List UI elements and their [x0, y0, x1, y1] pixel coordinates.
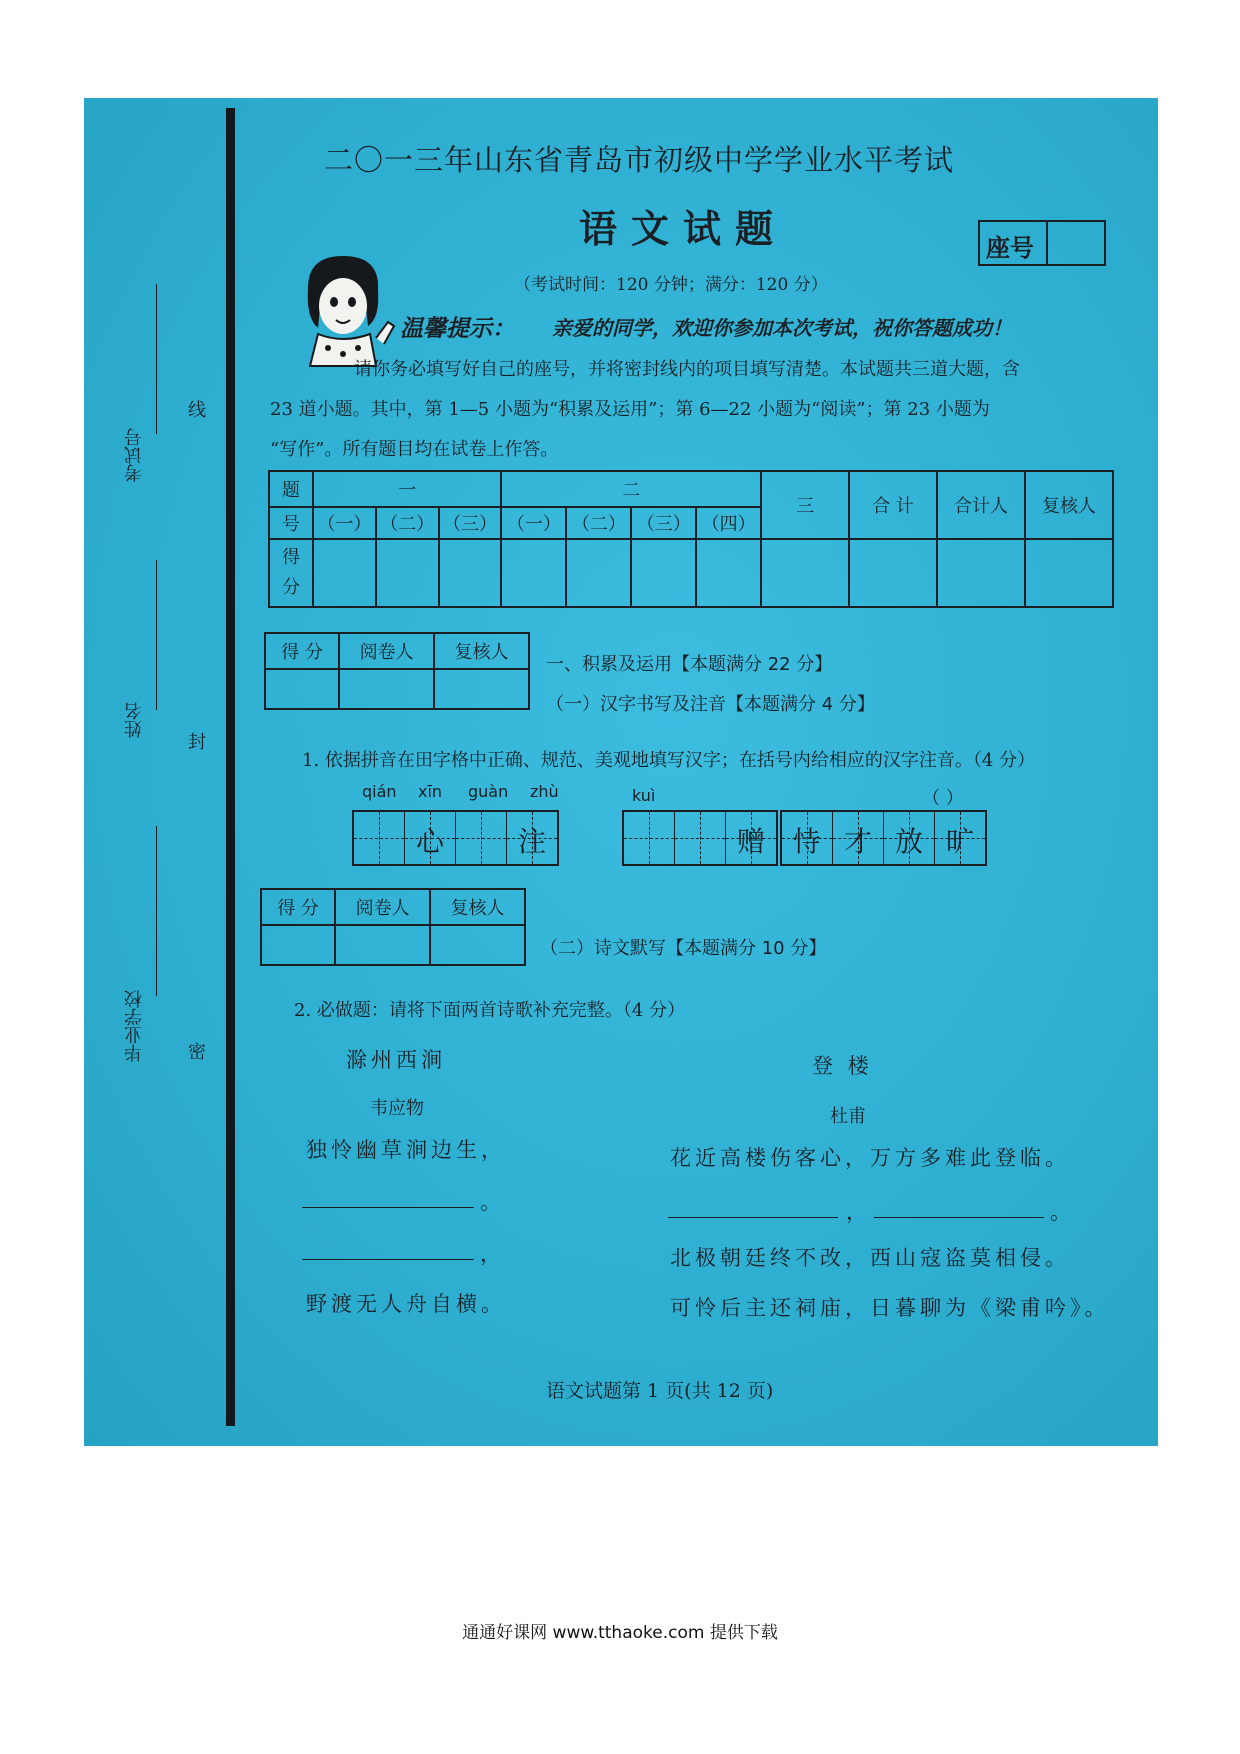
score-cell[interactable] — [566, 539, 631, 607]
score-cell[interactable] — [439, 539, 502, 607]
tian-char: 旷 — [945, 825, 974, 858]
pinyin-answer-paren: （ ） — [922, 788, 964, 809]
part-2-title: （二）诗文默写【本题满分 10 分】 — [540, 938, 827, 959]
pinyin-guan: guàn — [468, 782, 509, 801]
seal-mark-mi: 密 — [188, 1042, 206, 1063]
grader-cell[interactable] — [434, 669, 529, 709]
seal-mark-feng: 封 — [188, 732, 206, 753]
poem-2-title: 登 楼 — [812, 1054, 873, 1078]
score-char-fen: 分 — [281, 577, 300, 598]
question-1: 1. 依据拼音在田字格中正确、规范、美观地填写汉字；在括号内给相应的汉字注音。（4 分） — [302, 750, 1036, 771]
exam-number-label: 考试号 — [124, 428, 145, 482]
name-label: 姓名 — [124, 702, 145, 738]
col-total-person: 合计人 — [937, 471, 1025, 539]
tian-grid-1[interactable] — [352, 810, 559, 866]
grader-reviewer-header: 复核人 — [434, 633, 529, 669]
seal-line — [226, 108, 235, 1426]
poem-2-line-3: 北极朝廷终不改，西山寇盗莫相侵。 — [670, 1246, 1070, 1270]
name-line — [156, 560, 157, 710]
question-2: 2. 必做题：请将下面两首诗歌补充完整。（4 分） — [294, 1000, 686, 1021]
grader-table-1 — [264, 632, 530, 710]
pinyin-qian: qián — [362, 782, 397, 801]
sub-1-1: （一） — [313, 507, 376, 539]
poem-1-punct-3: ， — [480, 1242, 505, 1266]
tip-greeting: 亲爱的同学，欢迎你参加本次考试，祝你答题成功！ — [552, 316, 1012, 340]
sub-2-3: （三） — [631, 507, 696, 539]
sub-1-2: （二） — [376, 507, 439, 539]
tian-grid-2[interactable] — [622, 810, 778, 866]
grader-score-header: 得 分 — [261, 889, 335, 925]
seal-mark-xian: 线 — [188, 400, 206, 421]
tian-cell[interactable] — [624, 812, 675, 864]
score-cell[interactable] — [937, 539, 1025, 607]
group-two: 二 — [501, 471, 761, 507]
subject-title: 语文试题 — [579, 206, 788, 251]
tian-char: 注 — [517, 825, 546, 858]
exam-photo — [84, 98, 1158, 1446]
poem-1-blank-2[interactable] — [302, 1258, 474, 1260]
poem-1-line-4: 野渡无人舟自横。 — [306, 1292, 506, 1316]
score-cell[interactable] — [761, 539, 849, 607]
tian-char: 心 — [415, 825, 444, 858]
pinyin-zhu: zhù — [530, 782, 559, 801]
row-label-question: 题 — [269, 471, 313, 507]
grader-cell[interactable] — [261, 925, 335, 965]
tian-char: 放 — [894, 825, 923, 858]
tian-cell[interactable] — [354, 812, 405, 864]
score-cell[interactable] — [696, 539, 761, 607]
page-number: 语文试题第 1 页(共 12 页) — [546, 1380, 774, 1402]
score-cell[interactable] — [376, 539, 439, 607]
poem-1-author: 韦应物 — [370, 1098, 424, 1119]
col-reviewer: 复核人 — [1025, 471, 1113, 539]
pinyin-xin: xīn — [418, 782, 443, 801]
tian-grid-3 — [780, 810, 987, 866]
tian-char: 赠 — [736, 825, 765, 858]
part-1-title: （一）汉字书写及注音【本题满分 4 分】 — [546, 694, 875, 715]
sub-2-4: （四） — [696, 507, 761, 539]
score-char-de: 得 — [281, 547, 300, 568]
seat-label: 座号 — [986, 233, 1034, 262]
tian-cell[interactable] — [405, 812, 456, 864]
section-1-title: 一、积累及运用【本题满分 22 分】 — [546, 654, 833, 675]
poem-1-line-1: 独怜幽草涧边生， — [306, 1138, 506, 1162]
school-label: 毕业学校 — [124, 990, 145, 1062]
poem-1-punct-2: 。 — [480, 1190, 505, 1214]
seat-number-box[interactable] — [978, 220, 1106, 266]
poem-2-period: 。 — [1050, 1200, 1075, 1224]
instructions-line-2: 23 道小题。其中，第 1—5 小题为“积累及运用”；第 6—22 小题为“阅读”；第 23 小题为 — [270, 399, 990, 420]
exam-info: （考试时间：120 分钟；满分：120 分） — [514, 275, 828, 295]
sub-2-1: （一） — [501, 507, 566, 539]
poem-2-blank-1[interactable] — [668, 1216, 838, 1218]
tian-cell — [884, 812, 935, 864]
grader-table-2 — [260, 888, 526, 966]
pinyin-kui: kuì — [632, 786, 656, 805]
sub-1-3: （三） — [439, 507, 502, 539]
score-cell[interactable] — [313, 539, 376, 607]
tian-cell[interactable] — [456, 812, 507, 864]
score-cell[interactable] — [1025, 539, 1113, 607]
tian-cell — [833, 812, 884, 864]
grader-cell[interactable] — [430, 925, 525, 965]
group-one: 一 — [313, 471, 501, 507]
tian-cell — [935, 812, 985, 864]
tian-cell[interactable] — [507, 812, 557, 864]
col-three: 三 — [761, 471, 849, 539]
poem-2-comma: ， — [846, 1200, 871, 1224]
score-cell[interactable] — [849, 539, 937, 607]
site-footer: 通通好课网 www.tthaoke.com 提供下载 — [462, 1623, 778, 1643]
tian-char: 才 — [843, 825, 872, 858]
tip-title: 温馨提示： — [400, 315, 515, 342]
grader-marker-header: 阅卷人 — [335, 889, 430, 925]
sub-2-2: （二） — [566, 507, 631, 539]
poem-2-line-4: 可怜后主还祠庙，日暮聊为《梁甫吟》。 — [670, 1296, 1110, 1320]
grader-score-header: 得 分 — [265, 633, 339, 669]
poem-1-title: 滁州西涧 — [346, 1048, 446, 1072]
grader-cell[interactable] — [339, 669, 434, 709]
tian-cell[interactable] — [675, 812, 726, 864]
poem-1-blank-1[interactable] — [302, 1206, 474, 1208]
seat-divider — [1046, 222, 1048, 264]
score-cell[interactable] — [631, 539, 696, 607]
exam-title: 二〇一三年山东省青岛市初级中学学业水平考试 — [324, 143, 955, 177]
grader-cell[interactable] — [265, 669, 339, 709]
tian-char: 恃 — [792, 825, 821, 858]
school-line — [156, 826, 157, 996]
poem-2-line-1: 花近高楼伤客心，万方多难此登临。 — [670, 1146, 1070, 1170]
col-total: 合 计 — [849, 471, 937, 539]
instructions-line-1: 请你务必填写好自己的座号，并将密封线内的项目填写清楚。本试题共三道大题，含 — [354, 359, 1020, 380]
exam-number-line — [156, 284, 157, 434]
poem-2-author: 杜甫 — [830, 1106, 866, 1127]
score-table — [268, 470, 1114, 608]
tian-cell[interactable] — [726, 812, 776, 864]
row-label-score — [269, 539, 313, 607]
score-cell[interactable] — [501, 539, 566, 607]
grader-reviewer-header: 复核人 — [430, 889, 525, 925]
grader-marker-header: 阅卷人 — [339, 633, 434, 669]
instructions-line-3: “写作”。所有题目均在试卷上作答。 — [270, 439, 559, 460]
poem-2-blank-2[interactable] — [874, 1216, 1044, 1218]
grader-cell[interactable] — [335, 925, 430, 965]
row-label-number: 号 — [269, 507, 313, 539]
tian-cell — [782, 812, 833, 864]
